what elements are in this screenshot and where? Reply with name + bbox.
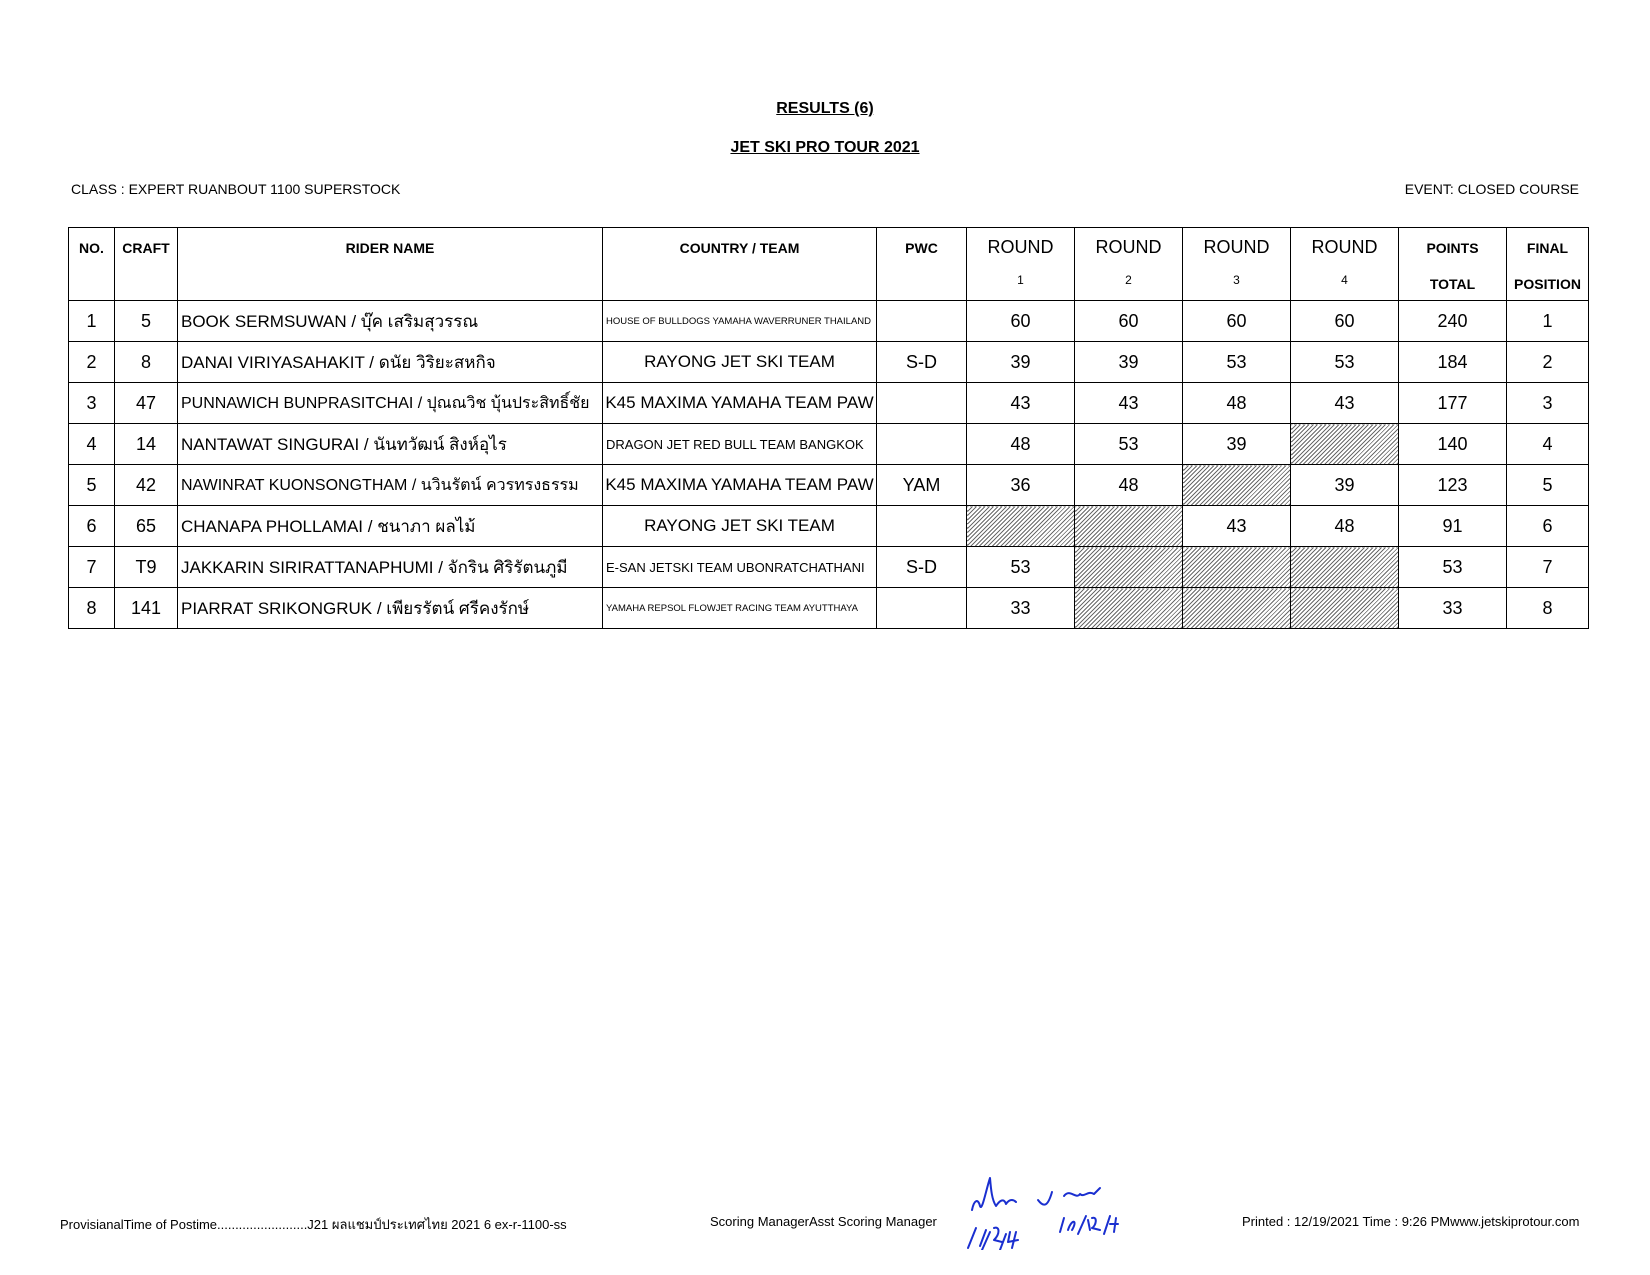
- cell-round-2-empty: [1075, 506, 1183, 547]
- cell-team: E-SAN JETSKI TEAM UBONRATCHATHANI: [603, 547, 877, 588]
- cell-total: 184: [1399, 342, 1507, 383]
- cell-total: 240: [1399, 301, 1507, 342]
- cell-round-1: 53: [967, 547, 1075, 588]
- cell-round-4: 43: [1291, 383, 1399, 424]
- cell-total: 53: [1399, 547, 1507, 588]
- cell-round-3-empty: [1183, 547, 1291, 588]
- cell-team: RAYONG JET SKI TEAM: [603, 342, 877, 383]
- cell-round-4-empty: [1291, 424, 1399, 465]
- cell-rider: NAWINRAT KUONSONGTHAM / นวินรัตน์ ควรทรงธรรม: [178, 465, 603, 506]
- cell-round-2: 48: [1075, 465, 1183, 506]
- cell-round-1: 39: [967, 342, 1075, 383]
- cell-rider: DANAI VIRIYASAHAKIT / ดนัย วิริยะสหกิจ: [178, 342, 603, 383]
- results-title: RESULTS (6): [776, 100, 874, 117]
- cell-craft: 47: [115, 383, 178, 424]
- cell-no: 1: [69, 301, 115, 342]
- class-label: CLASS : EXPERT RUANBOUT 1100 SUPERSTOCK: [71, 181, 401, 197]
- cell-no: 7: [69, 547, 115, 588]
- cell-round-2-empty: [1075, 588, 1183, 629]
- header-row: [69, 228, 1589, 301]
- cell-craft: 8: [115, 342, 178, 383]
- event-subtitle: JET SKI PRO TOUR 2021: [730, 139, 920, 156]
- cell-round-4: 48: [1291, 506, 1399, 547]
- cell-round-1: 60: [967, 301, 1075, 342]
- table-row: [69, 547, 1589, 588]
- table-row: [69, 342, 1589, 383]
- cell-team: YAMAHA REPSOL FLOWJET RACING TEAM AYUTTHAYA: [603, 588, 877, 629]
- results-table: [68, 227, 1589, 629]
- cell-team: DRAGON JET RED BULL TEAM BANGKOK: [603, 424, 877, 465]
- cell-total: 33: [1399, 588, 1507, 629]
- table-row: [69, 424, 1589, 465]
- cell-pwc: [877, 301, 967, 342]
- cell-round-3-empty: [1183, 588, 1291, 629]
- signature-2-scribble: [1038, 1188, 1100, 1205]
- col-no: NO.: [69, 228, 115, 301]
- cell-round-2-empty: [1075, 547, 1183, 588]
- cell-craft: T9: [115, 547, 178, 588]
- cell-total: 123: [1399, 465, 1507, 506]
- cell-no: 5: [69, 465, 115, 506]
- col-pwc: PWC: [877, 228, 967, 301]
- cell-round-3: 60: [1183, 301, 1291, 342]
- cell-round-1: 33: [967, 588, 1075, 629]
- cell-round-3-empty: [1183, 465, 1291, 506]
- handwritten-signatures: [960, 1170, 1160, 1250]
- cell-no: 3: [69, 383, 115, 424]
- cell-total: 140: [1399, 424, 1507, 465]
- table-row: [69, 301, 1589, 342]
- cell-craft: 65: [115, 506, 178, 547]
- cell-rider: PUNNAWICH BUNPRASITCHAI / ปุณณวิช บุ้นประสิทธิ์ชัย: [178, 383, 603, 424]
- signature-2-date: [1060, 1216, 1118, 1234]
- cell-round-3: 53: [1183, 342, 1291, 383]
- cell-round-3: 39: [1183, 424, 1291, 465]
- cell-round-4: 39: [1291, 465, 1399, 506]
- signature-1-scribble: [972, 1178, 1016, 1210]
- cell-no: 8: [69, 588, 115, 629]
- col-round-1: ROUND 1: [967, 228, 1075, 301]
- cell-round-2: 39: [1075, 342, 1183, 383]
- col-rider-name: RIDER NAME: [178, 228, 603, 301]
- footer-printed-info: Printed : 12/19/2021 Time : 9:26 PMwww.jetskiprotour.com: [1242, 1214, 1580, 1229]
- col-points-total: POINTS TOTAL: [1399, 228, 1507, 301]
- cell-position: 4: [1507, 424, 1589, 465]
- cell-round-4-empty: [1291, 547, 1399, 588]
- cell-rider: BOOK SERMSUWAN / บุ๊ค เสริมสุวรรณ: [178, 301, 603, 342]
- cell-round-3: 48: [1183, 383, 1291, 424]
- cell-round-4: 53: [1291, 342, 1399, 383]
- cell-pwc: [877, 424, 967, 465]
- col-round-3: ROUND 3: [1183, 228, 1291, 301]
- col-final-position: FINAL POSITION: [1507, 228, 1589, 301]
- cell-craft: 141: [115, 588, 178, 629]
- cell-round-4-empty: [1291, 588, 1399, 629]
- signature-1-date: [968, 1228, 1018, 1250]
- col-round-4: ROUND 4: [1291, 228, 1399, 301]
- cell-position: 7: [1507, 547, 1589, 588]
- cell-round-1: 36: [967, 465, 1075, 506]
- cell-round-2: 43: [1075, 383, 1183, 424]
- cell-round-2: 53: [1075, 424, 1183, 465]
- cell-no: 6: [69, 506, 115, 547]
- event-label: EVENT: CLOSED COURSE: [1404, 181, 1579, 197]
- cell-round-1: 48: [967, 424, 1075, 465]
- table-row: [69, 465, 1589, 506]
- cell-no: 4: [69, 424, 115, 465]
- cell-position: 8: [1507, 588, 1589, 629]
- table-row: [69, 588, 1589, 629]
- cell-pwc: [877, 383, 967, 424]
- col-country-team: COUNTRY / TEAM: [603, 228, 877, 301]
- cell-pwc: S-D: [877, 547, 967, 588]
- footer-file-info: ProvisianalTime of Postime.........................J21 ผลแชมป์ประเทศไทย 2021 6 ex-r-1100-ss: [60, 1217, 567, 1232]
- cell-total: 91: [1399, 506, 1507, 547]
- cell-team: K45 MAXIMA YAMAHA TEAM PAW: [603, 465, 877, 506]
- cell-position: 2: [1507, 342, 1589, 383]
- cell-position: 6: [1507, 506, 1589, 547]
- footer-scoring-manager: Scoring ManagerAsst Scoring Manager: [710, 1214, 937, 1229]
- col-round-2: ROUND 2: [1075, 228, 1183, 301]
- col-craft: CRAFT: [115, 228, 178, 301]
- cell-no: 2: [69, 342, 115, 383]
- cell-pwc: YAM: [877, 465, 967, 506]
- cell-rider: JAKKARIN SIRIRATTANAPHUMI / จักริน ศิริรัตนภูมี: [178, 547, 603, 588]
- cell-round-2: 60: [1075, 301, 1183, 342]
- cell-pwc: [877, 588, 967, 629]
- cell-round-1-empty: [967, 506, 1075, 547]
- cell-round-1: 43: [967, 383, 1075, 424]
- cell-position: 1: [1507, 301, 1589, 342]
- cell-team: K45 MAXIMA YAMAHA TEAM PAW: [603, 383, 877, 424]
- cell-team: RAYONG JET SKI TEAM: [603, 506, 877, 547]
- table-row: [69, 506, 1589, 547]
- cell-pwc: S-D: [877, 342, 967, 383]
- cell-rider: PIARRAT SRIKONGRUK / เพียรรัตน์ ศรีคงรักษ์: [178, 588, 603, 629]
- table-row: [69, 383, 1589, 424]
- cell-team: HOUSE OF BULLDOGS YAMAHA WAVERRUNER THAILAND: [603, 301, 877, 342]
- cell-pwc: [877, 506, 967, 547]
- cell-rider: CHANAPA PHOLLAMAI / ชนาภา ผลไม้: [178, 506, 603, 547]
- cell-position: 5: [1507, 465, 1589, 506]
- cell-craft: 5: [115, 301, 178, 342]
- cell-round-3: 43: [1183, 506, 1291, 547]
- cell-craft: 14: [115, 424, 178, 465]
- cell-craft: 42: [115, 465, 178, 506]
- cell-total: 177: [1399, 383, 1507, 424]
- cell-rider: NANTAWAT SINGURAI / นันทวัฒน์ สิงห์อุไร: [178, 424, 603, 465]
- cell-position: 3: [1507, 383, 1589, 424]
- cell-round-4: 60: [1291, 301, 1399, 342]
